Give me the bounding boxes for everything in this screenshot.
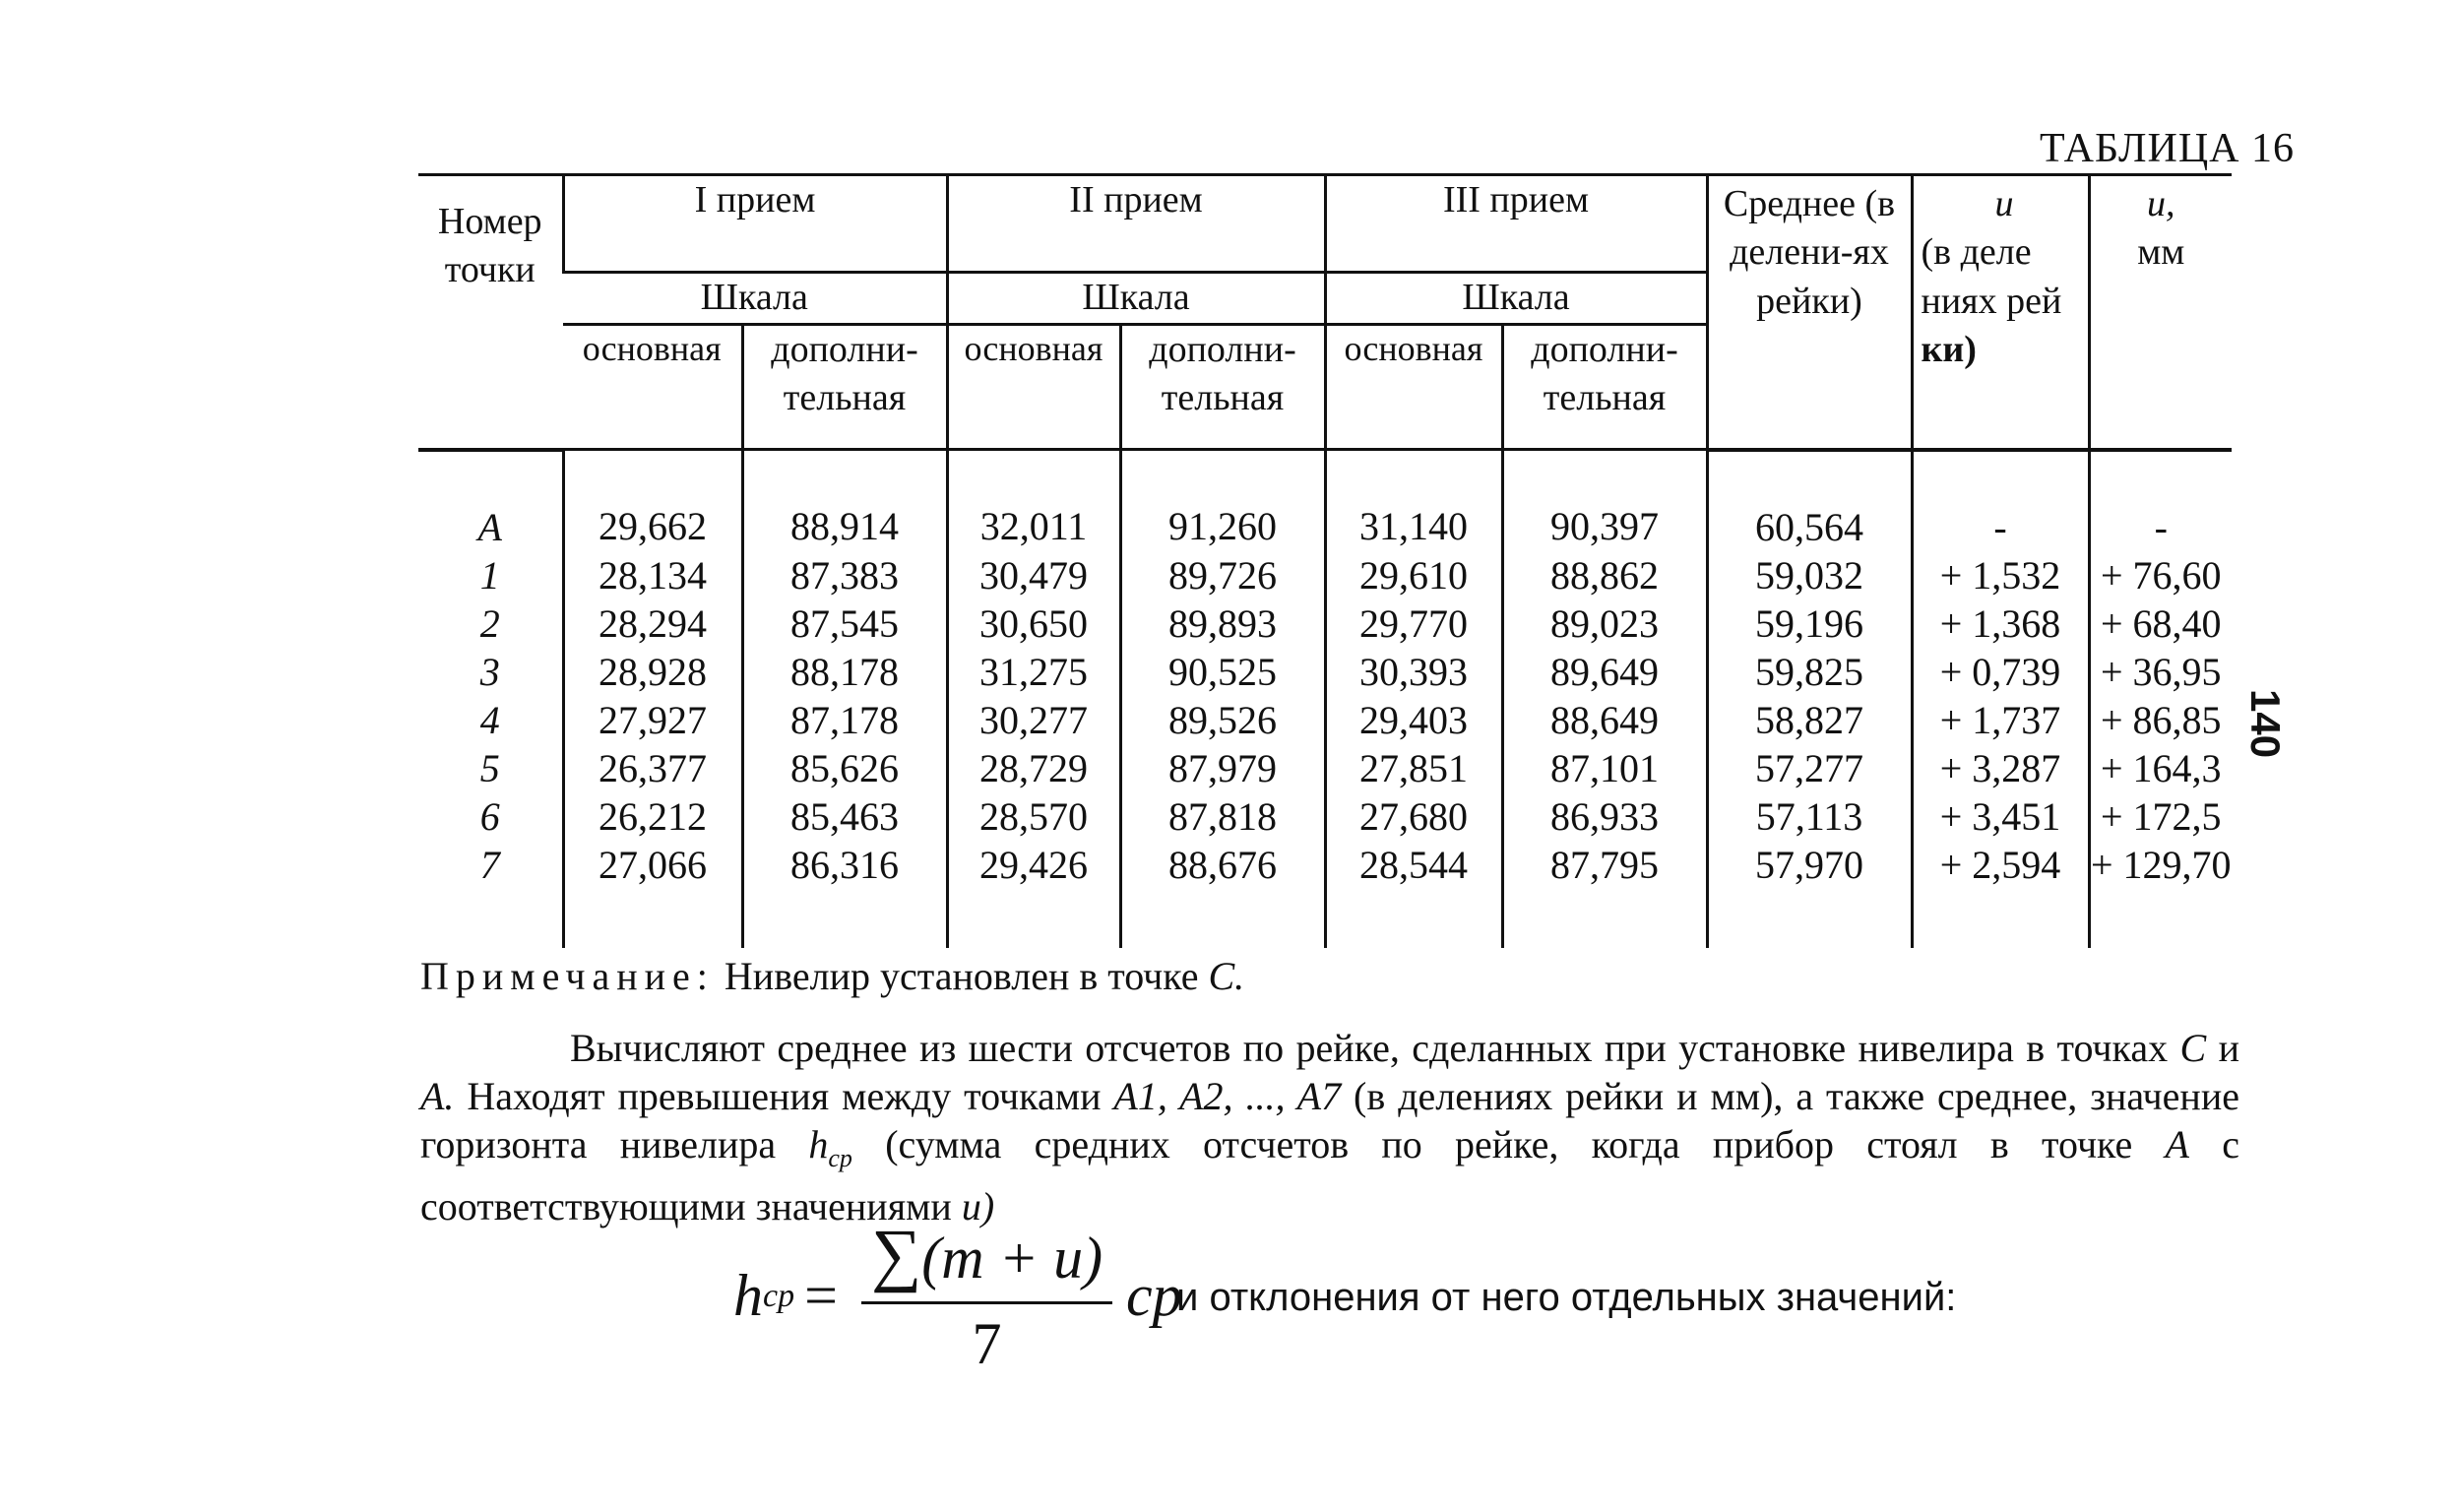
cell-r2a: 89,893 bbox=[1120, 599, 1325, 648]
table-row bbox=[418, 841, 2232, 889]
cell-r2m: 30,277 bbox=[947, 696, 1120, 744]
para-point-c: C bbox=[2179, 1026, 2207, 1070]
cell-point: 3 bbox=[479, 649, 500, 694]
spacer-cell bbox=[418, 889, 563, 948]
spacer-cell bbox=[1325, 889, 1502, 948]
cell-r3a: 90,397 bbox=[1502, 450, 1707, 551]
sigma-icon: ∑ bbox=[870, 1215, 922, 1293]
cell-umm: + 68,40 bbox=[2089, 599, 2232, 648]
header-main-3: основная bbox=[1325, 325, 1502, 450]
cell-r1m: 27,066 bbox=[563, 841, 742, 889]
cell-r1a: 86,316 bbox=[742, 841, 947, 889]
table-row bbox=[418, 792, 2232, 841]
header-extra-3: дополни-тельная bbox=[1502, 325, 1707, 450]
header-u-mm bbox=[2089, 175, 2232, 450]
cell-umm: + 76,60 bbox=[2089, 551, 2232, 599]
cell-mean: 58,827 bbox=[1707, 696, 1912, 744]
cell-u: + 3,287 bbox=[1912, 744, 2089, 792]
cell-r2m: 31,275 bbox=[947, 648, 1120, 696]
cell-r1a: 85,463 bbox=[742, 792, 947, 841]
formula-lhs-sub: cp bbox=[763, 1277, 795, 1314]
cell-mean: 57,277 bbox=[1707, 744, 1912, 792]
cell-point: 1 bbox=[479, 552, 500, 598]
spacer-cell bbox=[1707, 889, 1912, 948]
cell-mean: 57,113 bbox=[1707, 792, 1912, 841]
cell-r2m: 28,729 bbox=[947, 744, 1120, 792]
cell-point: 5 bbox=[479, 745, 500, 790]
cell-r3a: 86,933 bbox=[1502, 792, 1707, 841]
note-text: Нивелир установлен в точке bbox=[714, 954, 1209, 998]
cell-u: - bbox=[1912, 450, 2089, 551]
body-paragraph bbox=[420, 1024, 2239, 1230]
cell-u: + 1,737 bbox=[1912, 696, 2089, 744]
cell-umm: + 86,85 bbox=[2089, 696, 2232, 744]
cell-r3a: 88,862 bbox=[1502, 551, 1707, 599]
cell-umm: + 129,70 bbox=[2090, 842, 2232, 887]
cell-r1a: 87,383 bbox=[742, 551, 947, 599]
header-point: Номер точки bbox=[418, 175, 563, 450]
cell-u: + 2,594 bbox=[1912, 841, 2089, 889]
para-and: и bbox=[2206, 1026, 2240, 1070]
page-number: 140 bbox=[2242, 689, 2289, 759]
cell-r2m: 30,479 bbox=[947, 551, 1120, 599]
header-u-div-end: ки) bbox=[1921, 329, 1977, 371]
header-u-div-text: (в деле ниях рей bbox=[1921, 231, 2062, 322]
spacer-cell bbox=[563, 889, 742, 948]
cell-point: 7 bbox=[479, 842, 500, 887]
header-extra-2: дополни-тельная bbox=[1120, 325, 1325, 450]
cell-umm: + 36,95 bbox=[2089, 648, 2232, 696]
para-part-4: (сумма средних отсчетов по рейке, когда прибор стоял в точке bbox=[851, 1122, 2166, 1166]
cell-mean: 59,196 bbox=[1707, 599, 1912, 648]
para-h: h bbox=[808, 1122, 829, 1166]
cell-r3a: 87,795 bbox=[1502, 841, 1707, 889]
header-main-2: основная bbox=[947, 325, 1120, 450]
table-row bbox=[418, 648, 2232, 696]
cell-u: + 1,532 bbox=[1912, 551, 2089, 599]
header-mean bbox=[1707, 175, 1912, 450]
cell-r2m: 30,650 bbox=[947, 599, 1120, 648]
cell-mean: 57,970 bbox=[1707, 841, 1912, 889]
cell-r1a: 87,178 bbox=[742, 696, 947, 744]
cell-r3m: 29,770 bbox=[1325, 599, 1502, 648]
header-mean-text: Среднее (в делени-ях рейки) bbox=[1723, 183, 1896, 322]
table-row bbox=[418, 744, 2232, 792]
cell-r2m: 32,011 bbox=[947, 450, 1120, 551]
cell-r3m: 27,680 bbox=[1325, 792, 1502, 841]
cell-r3a: 89,023 bbox=[1502, 599, 1707, 648]
formula-numerator-text: (m + u) bbox=[921, 1226, 1103, 1291]
para-h-sub: cp bbox=[828, 1144, 852, 1172]
table-row bbox=[418, 450, 2232, 551]
para-points: A1, A2, ..., A7 bbox=[1113, 1074, 1342, 1118]
formula-suffix: cp bbox=[1126, 1263, 1182, 1328]
cell-point: 2 bbox=[479, 600, 500, 646]
header-reception-1: I прием bbox=[563, 175, 947, 273]
para-point-a: A. bbox=[420, 1074, 455, 1118]
cell-r2a: 87,818 bbox=[1120, 792, 1325, 841]
cell-mean: 60,564 bbox=[1707, 450, 1912, 551]
cell-r3m: 27,851 bbox=[1325, 744, 1502, 792]
cell-r2a: 89,726 bbox=[1120, 551, 1325, 599]
formula bbox=[733, 1214, 1182, 1378]
levelling-table bbox=[418, 173, 2232, 948]
header-u-symbol: u bbox=[1994, 183, 2014, 224]
cell-umm: + 164,3 bbox=[2089, 744, 2232, 792]
cell-r1m: 28,134 bbox=[563, 551, 742, 599]
cell-point: 4 bbox=[479, 697, 500, 742]
cell-r1m: 27,927 bbox=[563, 696, 742, 744]
note-label: Примечание: bbox=[420, 954, 715, 998]
header-u-divisions bbox=[1912, 175, 2089, 450]
spacer-cell bbox=[1120, 889, 1325, 948]
table-body bbox=[418, 450, 2232, 948]
cell-r2a: 91,260 bbox=[1120, 450, 1325, 551]
header-reception-3: III прием bbox=[1325, 175, 1707, 273]
header-scale-3: Шкала bbox=[1325, 273, 1707, 325]
header-scale-1: Шкала bbox=[563, 273, 947, 325]
cell-r2m: 28,570 bbox=[947, 792, 1120, 841]
cell-mean: 59,825 bbox=[1707, 648, 1912, 696]
cell-r2a: 87,979 bbox=[1120, 744, 1325, 792]
para-part-2: Находят превышения между точками bbox=[454, 1074, 1114, 1118]
cell-umm: - bbox=[2089, 450, 2232, 551]
formula-numerator bbox=[861, 1214, 1112, 1304]
cell-r2a: 90,525 bbox=[1120, 648, 1325, 696]
para-u: u) bbox=[961, 1184, 995, 1228]
table-row bbox=[418, 696, 2232, 744]
para-part-3: (в делениях рейки и мм), а также среднее, значение горизонта нивелира bbox=[420, 1074, 2239, 1166]
spacer-cell bbox=[947, 889, 1120, 948]
cell-umm: + 172,5 bbox=[2089, 792, 2232, 841]
cell-r1m: 26,212 bbox=[563, 792, 742, 841]
cell-r3a: 88,649 bbox=[1502, 696, 1707, 744]
cell-r3a: 87,101 bbox=[1502, 744, 1707, 792]
formula-denominator: 7 bbox=[972, 1311, 1002, 1376]
header-reception-2: II прием bbox=[947, 175, 1325, 273]
cell-u: + 1,368 bbox=[1912, 599, 2089, 648]
cell-r3m: 29,403 bbox=[1325, 696, 1502, 744]
cell-r1a: 85,626 bbox=[742, 744, 947, 792]
spacer-cell bbox=[1912, 889, 2089, 948]
cell-r3m: 31,140 bbox=[1325, 450, 1502, 551]
cell-r3m: 28,544 bbox=[1325, 841, 1502, 889]
formula-fraction bbox=[861, 1214, 1112, 1378]
spacer-cell bbox=[2089, 889, 2232, 948]
cell-r1m: 28,928 bbox=[563, 648, 742, 696]
formula-tail: и отклонения от него отдельных значений: bbox=[1176, 1276, 1957, 1319]
cell-r1m: 29,662 bbox=[563, 450, 742, 551]
cell-r1a: 88,914 bbox=[742, 450, 947, 551]
header-u-mm-unit: мм bbox=[2137, 231, 2185, 274]
header-main-1: основная bbox=[563, 325, 742, 450]
header-scale-2: Шкала bbox=[947, 273, 1325, 325]
header-extra-1: дополни-тельная bbox=[742, 325, 947, 450]
cell-r3m: 29,610 bbox=[1325, 551, 1502, 599]
spacer-cell bbox=[742, 889, 947, 948]
cell-point: A bbox=[477, 504, 502, 549]
cell-u: + 3,451 bbox=[1912, 792, 2089, 841]
para-point-a2: A bbox=[2165, 1122, 2189, 1166]
table-row bbox=[418, 599, 2232, 648]
cell-r1m: 28,294 bbox=[563, 599, 742, 648]
note-point: C. bbox=[1208, 954, 1245, 998]
cell-r1a: 88,178 bbox=[742, 648, 947, 696]
table-bottom-spacer bbox=[418, 889, 2232, 948]
formula-equals: = bbox=[804, 1263, 838, 1328]
cell-r1m: 26,377 bbox=[563, 744, 742, 792]
cell-r2m: 29,426 bbox=[947, 841, 1120, 889]
para-part-1: Вычисляют среднее из шести отсчетов по рейке, сделанных при установке нивелира в точках bbox=[570, 1026, 2180, 1070]
header-u-mm-symbol: u, bbox=[2147, 183, 2175, 224]
cell-r3m: 30,393 bbox=[1325, 648, 1502, 696]
note bbox=[420, 953, 1244, 999]
cell-mean: 59,032 bbox=[1707, 551, 1912, 599]
table-row bbox=[418, 551, 2232, 599]
cell-point: 6 bbox=[479, 793, 500, 839]
cell-r2a: 89,526 bbox=[1120, 696, 1325, 744]
cell-u: + 0,739 bbox=[1912, 648, 2089, 696]
cell-r1a: 87,545 bbox=[742, 599, 947, 648]
cell-r3a: 89,649 bbox=[1502, 648, 1707, 696]
spacer-cell bbox=[1502, 889, 1707, 948]
formula-lhs: h bbox=[733, 1263, 763, 1328]
para-part-5: с соответствующими значениями bbox=[420, 1122, 2239, 1228]
cell-r2a: 88,676 bbox=[1120, 841, 1325, 889]
table-title: ТАБЛИЦА 16 bbox=[2040, 126, 2295, 171]
